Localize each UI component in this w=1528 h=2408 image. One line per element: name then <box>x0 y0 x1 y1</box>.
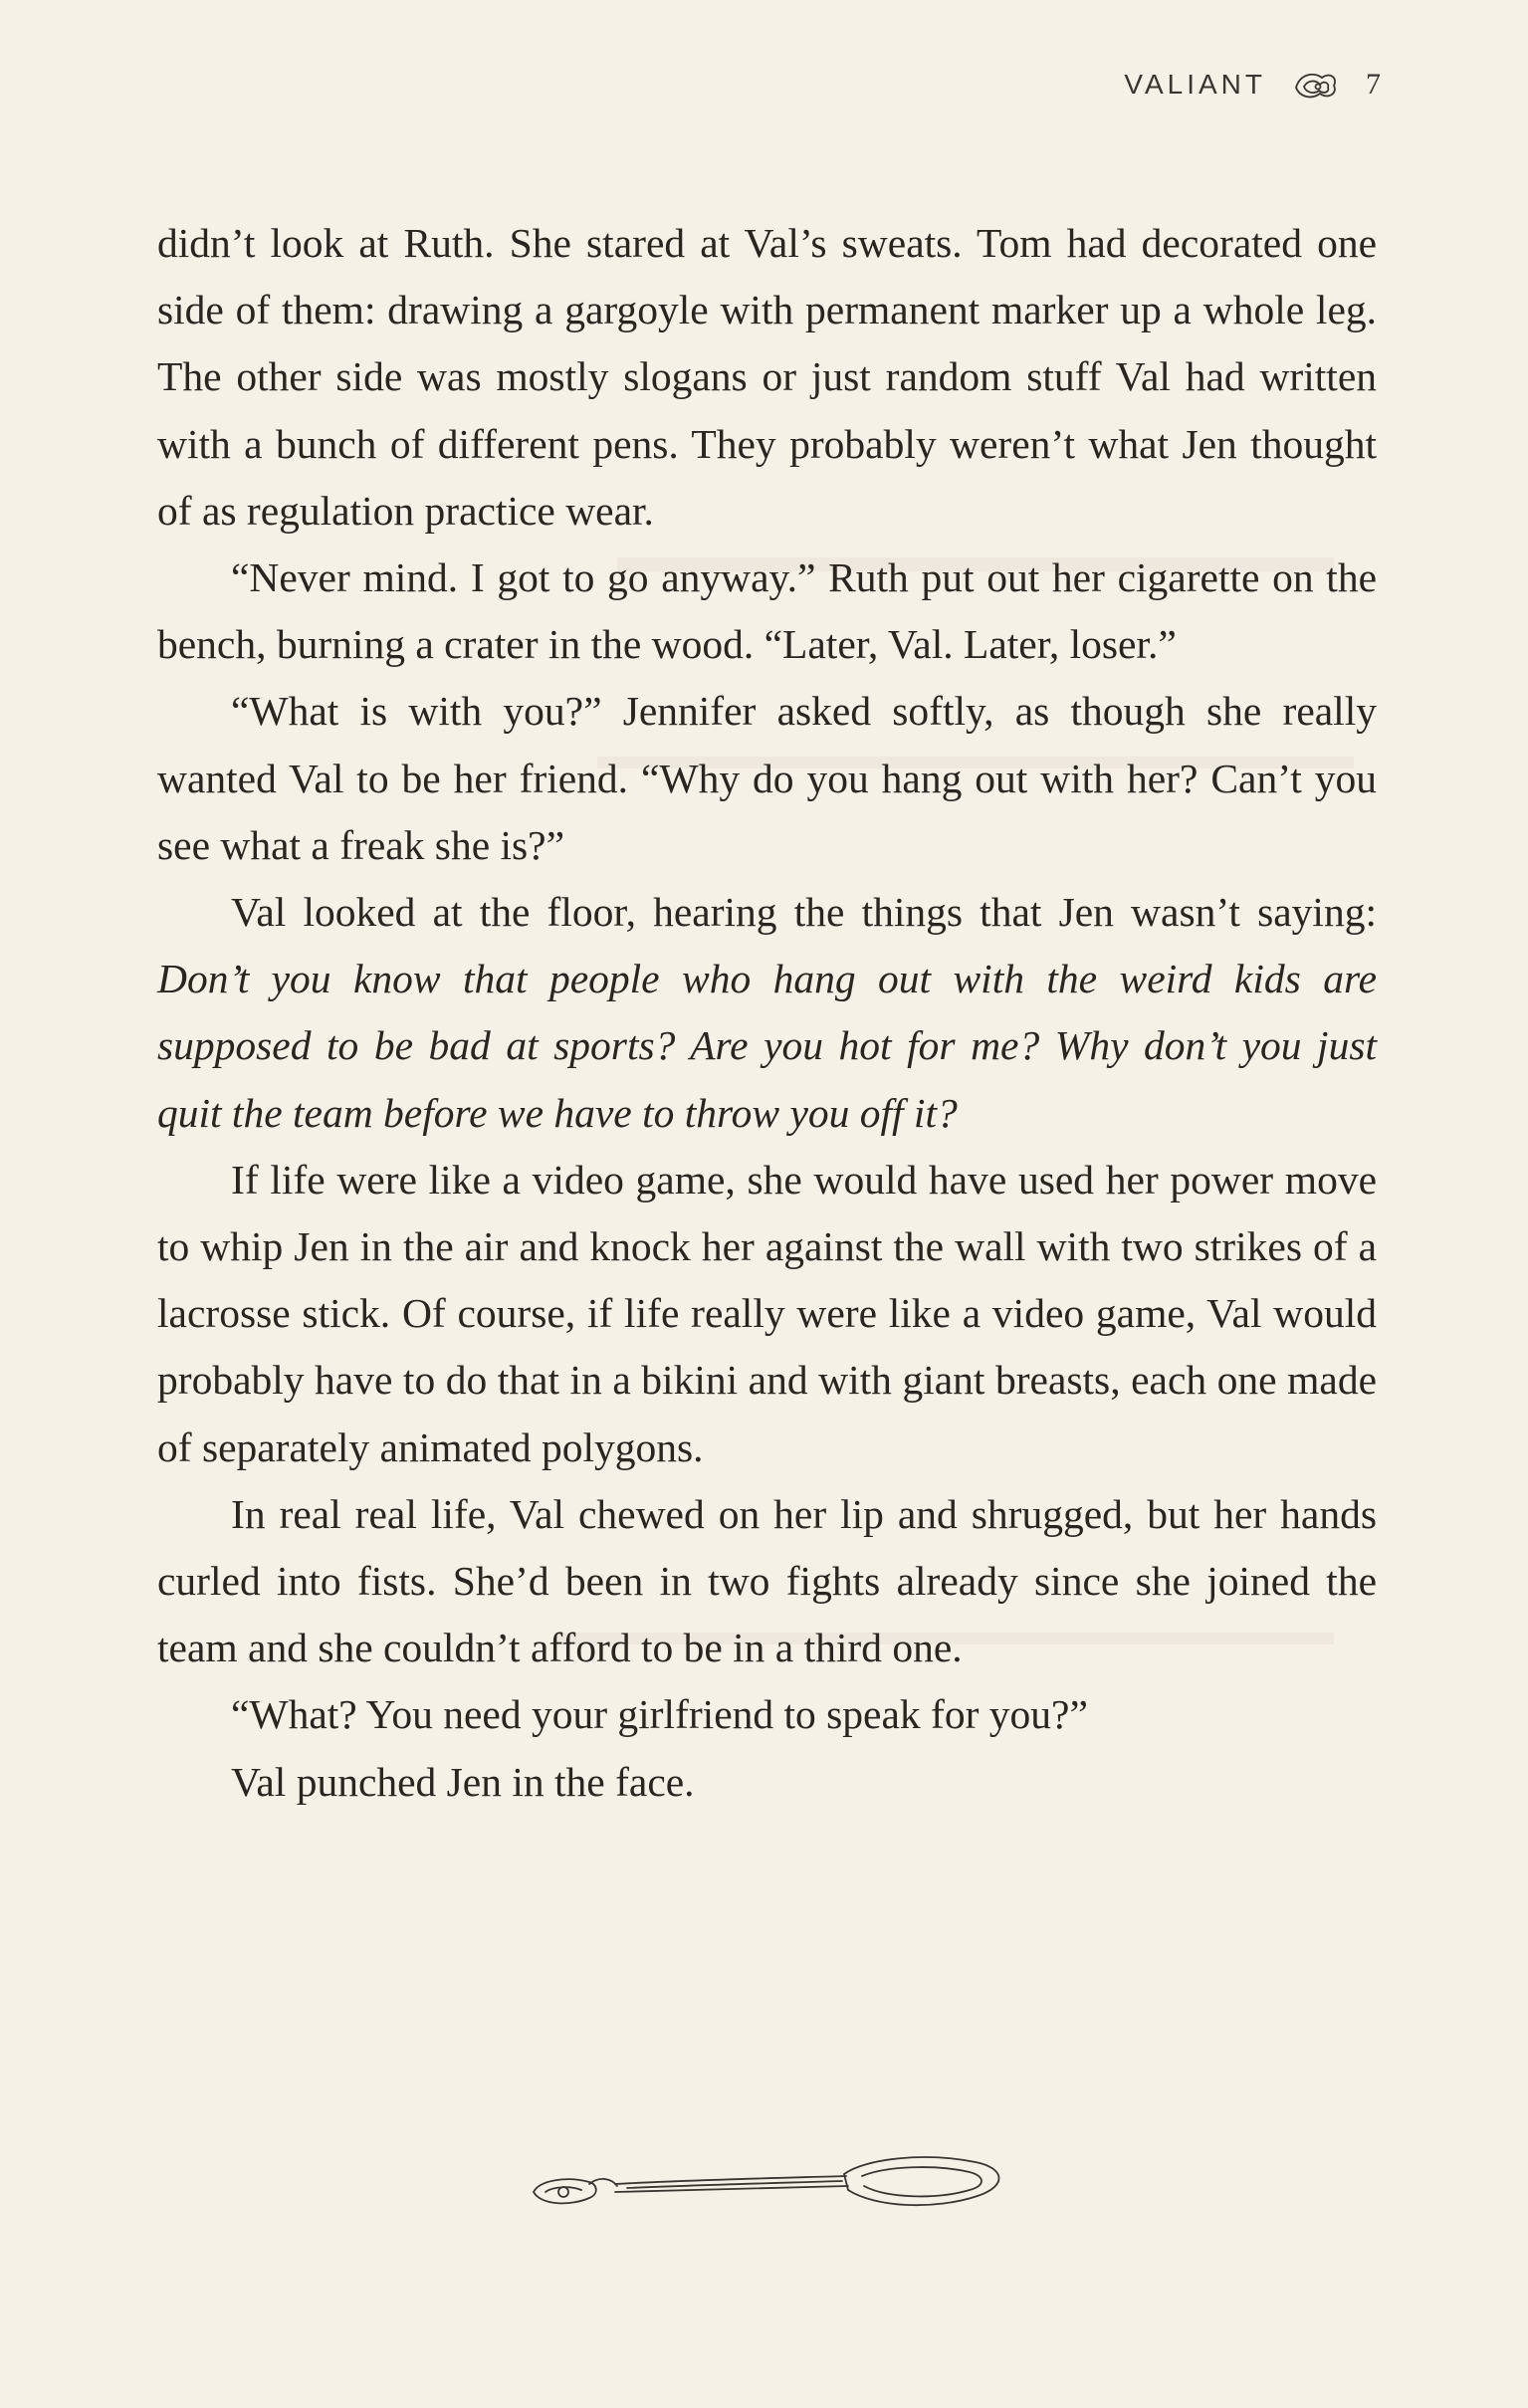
paragraph: didn’t look at Ruth. She stared at Val’s sweats. Tom had decorated one side of them: drawing a gargoyle with permanent marker up a whole leg. The other side was mostly slogans or just random stuff Val had written with a bunch of different pens. They probably weren’t what Jen thought of as regulation practice wear. <box>157 220 1377 534</box>
running-title: VALIANT <box>1124 69 1266 100</box>
paragraph: In real real life, Val chewed on her lip and shrugged, but her hands curled into fists. She’d been in two fights already since she joined the team and she couldn’t afford to be in a third one. <box>157 1490 1377 1671</box>
running-head <box>1124 68 1381 102</box>
body-text <box>157 210 1377 1816</box>
clover-knot-icon <box>1292 68 1340 102</box>
paragraph: If life were like a video game, she would have used her power move to whip Jen in the air and knock her against the wall with two strikes of a lacrosse stick. Of course, if life really were like a video game, Val would probably have to do that in a bikini and with giant breasts, each one made of separately animated polygons. <box>157 1156 1377 1470</box>
page-number: 7 <box>1366 68 1381 101</box>
paragraph: “Never mind. I got to go anyway.” Ruth put out her cigarette on the bench, burning a crater in the wood. “Later, Val. Later, loser.” <box>157 554 1377 668</box>
paragraph: “What? You need your girlfriend to speak for you?” <box>231 1691 1088 1738</box>
paragraph-lead: Val looked at the floor, hearing the things that Jen wasn’t saying: <box>231 889 1377 936</box>
paragraph: “What is with you?” Jennifer asked softly, as though she really wanted Val to be her friend. “Why do you hang out with her? Can’t you see what a freak she is?” <box>157 688 1377 868</box>
spoon-icon <box>528 2140 1005 2230</box>
paragraph: Val punched Jen in the face. <box>231 1758 695 1805</box>
paragraph <box>157 879 1377 1147</box>
italic-thoughts: Don’t you know that people who hang out with the weird kids are supposed to be bad at sports? Are you hot for me? Why don’t you just quit the team before we have to throw you off it? <box>157 956 1377 1136</box>
